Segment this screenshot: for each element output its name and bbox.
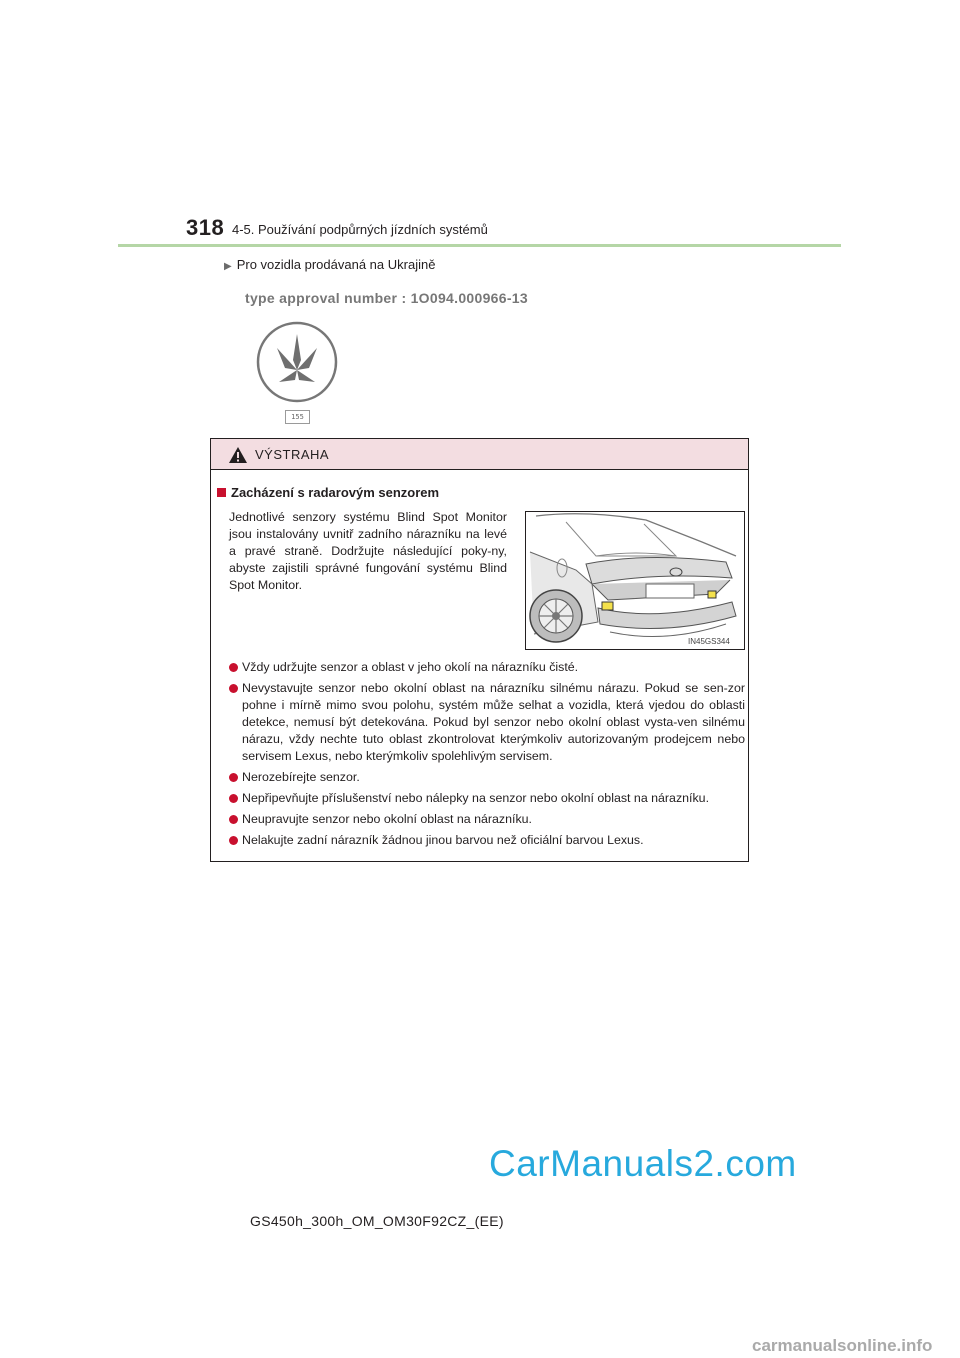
warning-title: VÝSTRAHA xyxy=(255,447,330,462)
ukrainian-conformity-mark-icon xyxy=(255,320,339,404)
type-approval-number: type approval number : 1O094.000966-13 xyxy=(245,290,528,306)
car-rear-bumper-figure xyxy=(525,511,745,650)
watermark-carmanuals2[interactable]: CarManuals2.com xyxy=(489,1143,797,1184)
warning-header xyxy=(211,439,748,470)
mark-code: 155 xyxy=(285,410,310,424)
list-item: Nerozebírejte senzor. xyxy=(229,769,745,786)
ukraine-label-text: Pro vozidla prodávaná na Ukrajině xyxy=(236,257,436,272)
square-bullet-icon xyxy=(217,488,226,497)
warning-triangle-icon xyxy=(228,446,248,464)
list-item: Nelakujte zadní nárazník žádnou jinou barvou než oficiální barvou Lexus. xyxy=(229,832,745,849)
figure-code: IN45GS344 xyxy=(688,637,730,646)
list-item: Nevystavujte senzor nebo okolní oblast na nárazníku silnému nárazu. Pokud se sen-zor pohne i mírně mimo svou polohu, systém může selhat a vozidla, která vjedou do oblasti detekce, nemusí být detekována. Pokud byl senzor nebo okolní oblast vysta-ven silnému nárazu, vždy nechte tuto oblast zkontrolovat kterýmkoliv autorizovaným prodejcem nebo servisem Lexus, nebo kterýmkoliv spolehlivým servisem. xyxy=(229,680,745,765)
section-title: 4-5. Používání podpůrných jízdních systémů xyxy=(232,222,488,237)
list-item: Neupravujte senzor nebo okolní oblast na nárazníku. xyxy=(229,811,745,828)
sub-heading xyxy=(217,485,439,500)
list-item: Vždy udržujte senzor a oblast v jeho okolí na nárazníku čisté. xyxy=(229,659,745,676)
warning-box xyxy=(210,438,749,862)
footer-document-code: GS450h_300h_OM_OM30F92CZ_(EE) xyxy=(250,1213,504,1229)
sub-heading-text: Zacházení s radarovým senzorem xyxy=(231,485,440,500)
intro-paragraph: Jednotlivé senzory systému Blind Spot Monitor jsou instalovány uvnitř zadního nárazníku na levé a pravé straně. Dodržujte následující poky-ny, abyste zajistili správné fungování systému Blind Spot Monitor. xyxy=(229,510,507,592)
header-divider xyxy=(118,244,841,247)
triangle-right-icon: ▶ xyxy=(224,261,232,272)
warning-bullet-list xyxy=(229,659,745,853)
list-item: Nepřipevňujte příslušenství nebo nálepky na senzor nebo okolní oblast na nárazníku. xyxy=(229,790,745,807)
watermark-carmanualsonline[interactable]: carmanualsonline.info xyxy=(752,1336,933,1355)
ukraine-label xyxy=(224,257,435,272)
page-number: 318 xyxy=(186,215,225,240)
